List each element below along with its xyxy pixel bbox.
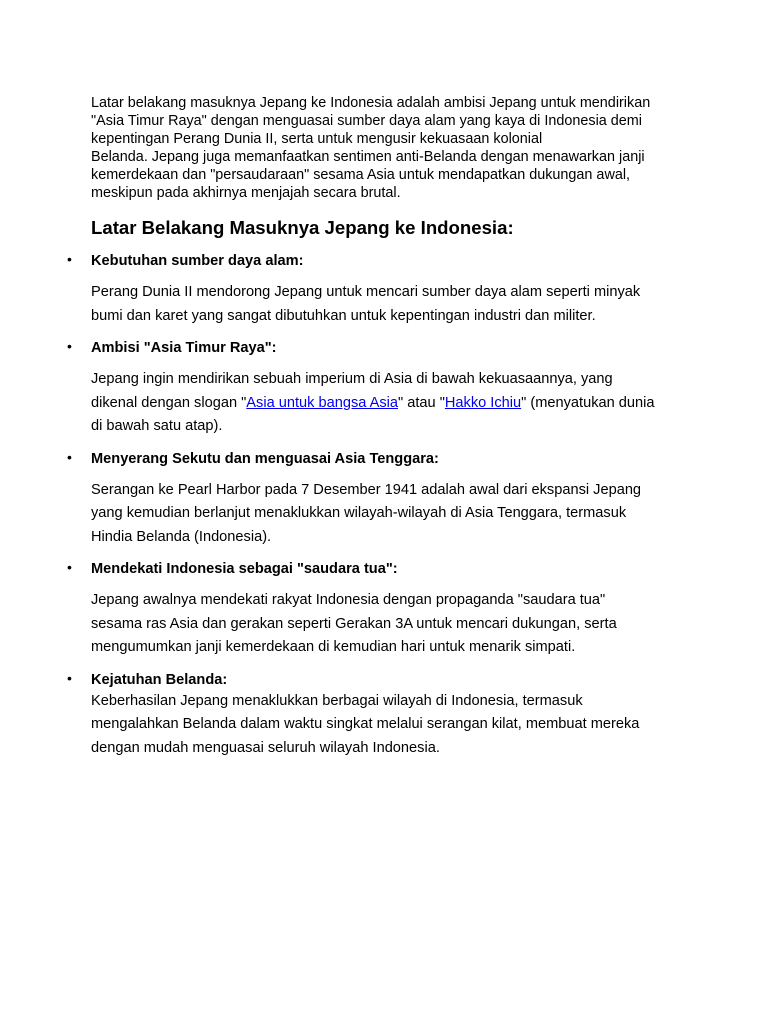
item-body-line [91, 392, 691, 416]
item-body-line: Keberhasilan Jepang menaklukkan berbagai wilayah di Indonesia, termasuk [91, 692, 583, 709]
item-body-line: sesama ras Asia dan gerakan seperti Gerakan 3A untuk mencari dukungan, serta [91, 615, 617, 632]
list-item-menyerang-sekutu [67, 448, 691, 550]
item-body-line: Jepang awalnya mendekati rakyat Indonesia dengan propaganda "saudara tua" [91, 592, 606, 608]
link-asia-untuk-bangsa-asia[interactable]: Asia untuk bangsa Asia [246, 394, 399, 411]
item-body-line: dengan mudah menguasai seluruh wilayah Indonesia. [91, 739, 440, 756]
item-body-line: Jepang ingin mendirikan sebuah imperium di Asia di bawah kekuasaannya, yang [91, 371, 613, 387]
bullet-icon: • [67, 669, 72, 686]
section-heading: Latar Belakang Masuknya Jepang ke Indonesia: [91, 217, 514, 238]
link-hakko-ichiu[interactable]: Hakko Ichiu [444, 394, 522, 411]
item-body-line: mengalahkan Belanda dalam waktu singkat melalui serangan kilat, membuat mereka [91, 716, 640, 732]
intro-line: kepentingan Perang Dunia II, serta untuk mengusir kekuasaan kolonial [91, 131, 543, 147]
bullet-icon: • [67, 559, 72, 575]
bullet-icon: • [67, 448, 72, 465]
item-body-text: " (menyatukan dunia [521, 394, 655, 411]
item-body [91, 589, 691, 660]
intro-line: kemerdekaan dan "persaudaraan" sesama Asia untuk mendapatkan dukungan awal, [91, 167, 631, 183]
document [67, 94, 691, 760]
intro-line: Belanda. Jepang juga memanfaatkan sentimen anti-Belanda dengan menawarkan janji [91, 149, 645, 165]
item-body-line: Serangan ke Pearl Harbor pada 7 Desember 1941 adalah awal dari ekspansi Jepang [91, 481, 642, 498]
intro-paragraph [91, 94, 691, 202]
item-body [91, 479, 691, 550]
item-body [91, 368, 691, 439]
item-body-line: bumi dan karet yang sangat dibutuhkan untuk kepentingan industri dan militer. [91, 307, 596, 324]
list-item-sumber-daya [67, 251, 691, 328]
item-body-line: mengumumkan janji kemerdekaan di kemudian hari untuk menarik simpati. [91, 639, 576, 655]
item-title: Ambisi "Asia Timur Raya": [91, 340, 277, 356]
item-body-text: dikenal dengan slogan " [91, 394, 247, 411]
item-body-line: Perang Dunia II mendorong Jepang untuk mencari sumber daya alam seperti minyak [91, 284, 641, 300]
item-body-text: " atau " [398, 394, 445, 411]
item-title: Mendekati Indonesia sebagai "saudara tua": [91, 561, 398, 577]
item-body-line: di bawah satu atap). [91, 418, 223, 434]
item-body-line: Hindia Belanda (Indonesia). [91, 528, 272, 545]
list-item-kejatuhan-belanda [67, 669, 691, 761]
list-item-asia-timur-raya [67, 338, 691, 439]
item-body [91, 281, 691, 328]
bullet-icon: • [67, 338, 72, 354]
intro-line: meskipun pada akhirnya menjajah secara brutal. [91, 185, 401, 201]
intro-line: Latar belakang masuknya Jepang ke Indonesia adalah ambisi Jepang untuk mendirikan [91, 95, 651, 111]
item-title: Kejatuhan Belanda: [91, 671, 228, 688]
list-item-saudara-tua [67, 559, 691, 660]
item-title: Kebutuhan sumber daya alam: [91, 253, 304, 269]
intro-line: "Asia Timur Raya" dengan menguasai sumber daya alam yang kaya di Indonesia demi [91, 113, 642, 129]
item-body [91, 690, 691, 761]
bullet-icon: • [67, 251, 72, 267]
item-body-line: yang kemudian berlanjut menaklukkan wilayah-wilayah di Asia Tenggara, termasuk [91, 505, 627, 521]
item-title: Menyerang Sekutu dan menguasai Asia Tenggara: [91, 450, 439, 467]
